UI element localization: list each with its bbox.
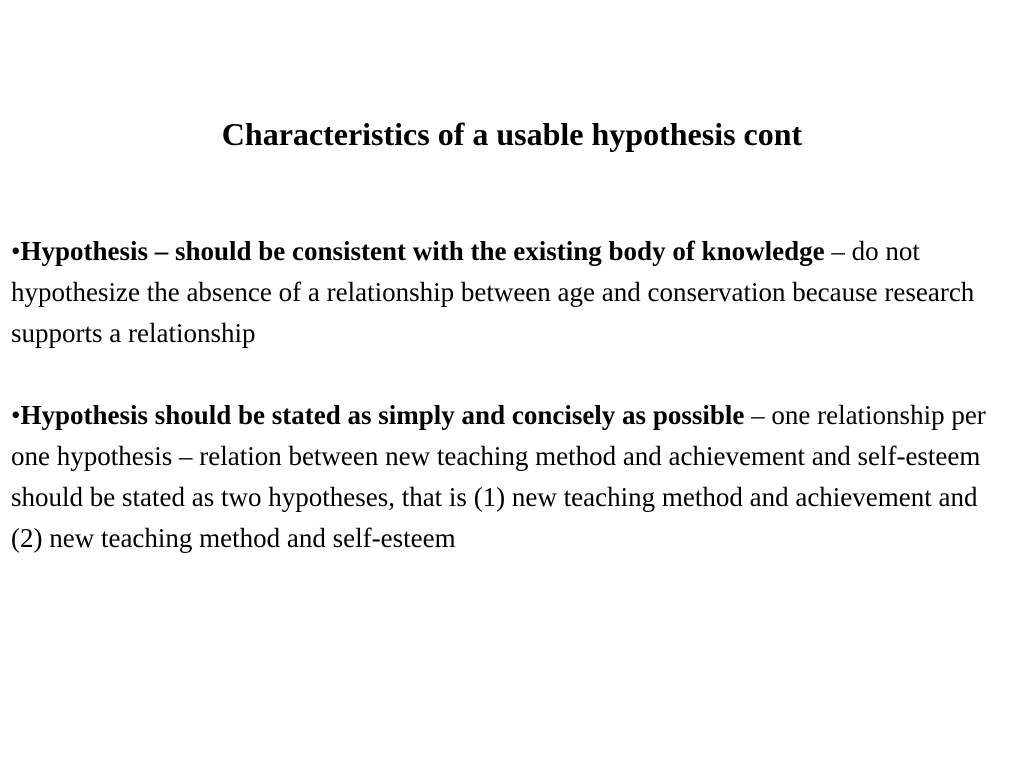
bullet-item-simplicity <box>11 395 1001 559</box>
bullet-marker: • <box>11 236 21 266</box>
bullet-marker: • <box>11 400 21 430</box>
slide-title: Characteristics of a usable hypothesis cont <box>221 116 803 152</box>
bullet-heading: Hypothesis should be stated as simply and concisely as possible <box>20 400 745 430</box>
bullet-item-consistency <box>11 231 1001 354</box>
bullet-text: – do not hypothesize the absence of a relationship between age and conservation because research supports a relationship <box>11 236 975 348</box>
bullet-heading: Hypothesis – should be consistent with the existing body of knowledge <box>20 236 825 266</box>
bullet-text: – one relationship per one hypothesis – relation between new teaching method and achievement and self-esteem should be stated as two hypotheses, that is (1) new teaching method and achievement and (2) new teaching method and self-esteem <box>11 400 986 553</box>
slide-body <box>11 231 1001 559</box>
